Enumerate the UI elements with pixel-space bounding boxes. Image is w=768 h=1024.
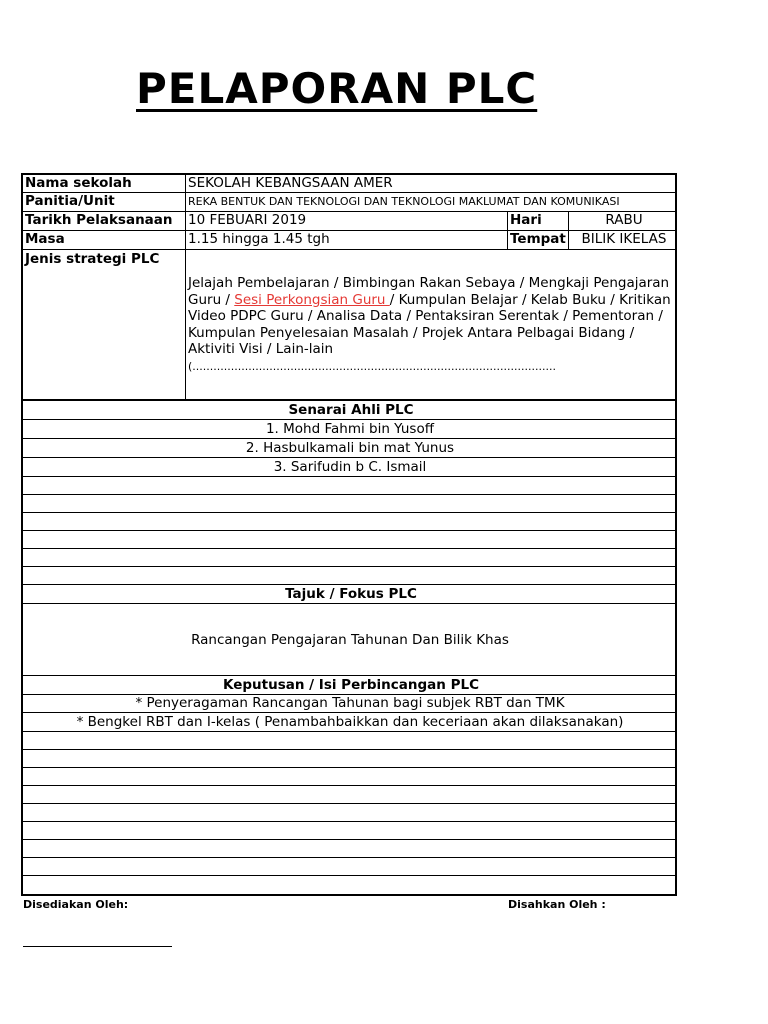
nama-sekolah-value: SEKOLAH KEBANGSAAN AMER: [188, 175, 393, 191]
strategi-value: [186, 275, 676, 397]
row-divider: [23, 512, 677, 513]
signature-line: [23, 946, 172, 947]
row-divider: [23, 476, 677, 477]
masa-value: 1.15 hingga 1.45 tgh: [188, 231, 330, 247]
row-divider: [23, 875, 677, 876]
strategi-blank-line: (........................................................................................................: [188, 359, 556, 373]
member-item: 3. Sarifudin b C. Ismail: [273, 459, 427, 475]
row-divider: [23, 249, 677, 250]
strategi-selected-option: Sesi Perkongsian Guru: [234, 291, 390, 308]
member-item: 1. Mohd Fahmi bin Yusoff: [265, 421, 435, 437]
tempat-value: BILIK IKELAS: [581, 231, 667, 247]
row-divider: [23, 785, 677, 786]
row-divider: [23, 803, 677, 804]
row-divider: [23, 548, 677, 549]
panitia-value: REKA BENTUK DAN TEKNOLOGI DAN TEKNOLOGI MAKLUMAT DAN KOMUNIKASI: [188, 195, 620, 208]
hari-value: RABU: [605, 212, 643, 228]
strategi-label: Jenis strategi PLC: [25, 251, 160, 267]
report-form: [21, 173, 677, 896]
disahkan-label: Disahkan Oleh :: [508, 898, 606, 911]
row-divider: [23, 494, 677, 495]
row-divider: [23, 530, 677, 531]
row-divider: [23, 821, 677, 822]
tarikh-value: 10 FEBUARI 2019: [188, 212, 307, 228]
member-item: 2. Hasbulkamali bin mat Yunus: [245, 440, 455, 456]
keputusan-item: * Bengkel RBT dan I-kelas ( Penambahbaikkan dan keceriaan akan dilaksanakan): [76, 714, 624, 730]
masa-label: Masa: [25, 231, 65, 247]
row-divider: [23, 749, 677, 750]
keputusan-heading: Keputusan / Isi Perbincangan PLC: [222, 677, 479, 693]
row-divider: [23, 603, 677, 604]
strategi-text-1: Jelajah Pembelajaran / Bimbingan Rakan Sebaya / Mengkaji Pengajaran Guru /: [188, 275, 670, 308]
disediakan-label: Disediakan Oleh:: [23, 898, 129, 911]
row-divider: [23, 566, 677, 567]
nama-sekolah-label: Nama sekolah: [25, 175, 132, 191]
panitia-label: Panitia/Unit: [25, 193, 115, 209]
strategi-text-2: / Kumpulan Belajar / Kelab Buku / Kritikan Video PDPC Guru / Analisa Data / Pentaksiran Serentak / Pementoran / Kumpulan Penyelesaian Masalah / Projek Antara Pelbagai Bidang / Aktiviti Visi / Lain-lain: [188, 291, 671, 358]
senarai-ahli-heading: Senarai Ahli PLC: [288, 402, 414, 418]
page-title: PELAPORAN PLC: [136, 64, 538, 113]
tempat-label: Tempat: [510, 231, 566, 247]
row-divider: [23, 857, 677, 858]
hari-label: Hari: [510, 212, 542, 228]
tarikh-label: Tarikh Pelaksanaan: [25, 212, 173, 228]
row-divider: [23, 839, 677, 840]
tajuk-heading: Tajuk / Fokus PLC: [285, 586, 417, 602]
row-divider: [23, 731, 677, 732]
tajuk-value: Rancangan Pengajaran Tahunan Dan Bilik Khas: [191, 632, 509, 648]
row-divider: [23, 767, 677, 768]
keputusan-item: * Penyeragaman Rancangan Tahunan bagi subjek RBT dan TMK: [135, 695, 565, 711]
